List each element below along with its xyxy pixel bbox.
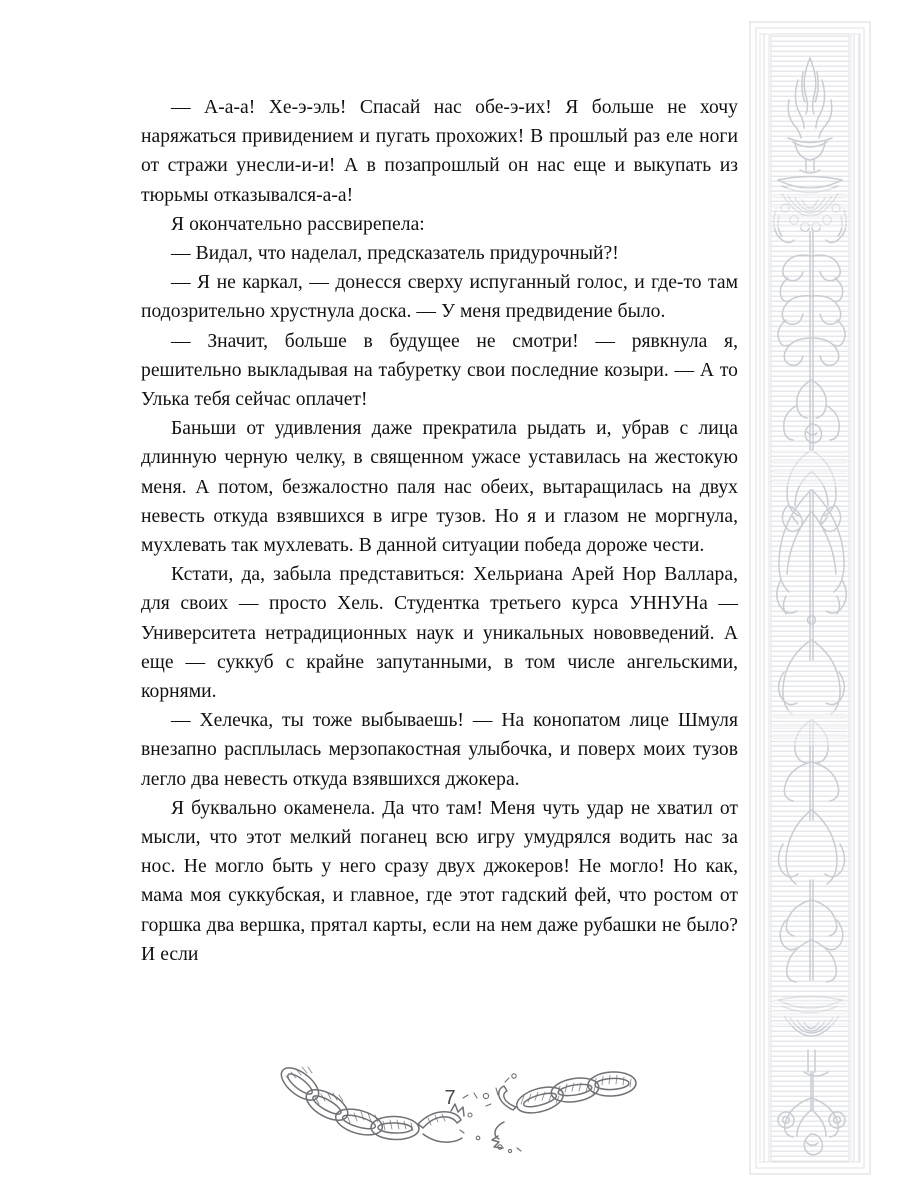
paragraph: Я буквально окаменела. Да что там! Меня чуть удар не хватил от мысли, что этот мелкий поганец всю игру умудрялся водить нас за нос. Не могло быть у него сразу двух джокеров! Не могло! Но как, мама моя суккубская, и главное, где этот гадский фей, что ростом от горшка два вершка, прятал карты, если на нем даже рубашки не было? И если [141,797,738,965]
paragraph: — А-а-а! Хе-э-эль! Спасай нас обе-э-их! Я больше не хочу наряжаться привидением и пугать прохожих! В прошлый раз еле ноги от стражи унесли-и-и! А в позапрошлый он нас еще и выкупать из тюрьмы отказывался-а-а! [141,97,738,206]
paragraph: — Видал, что наделал, предсказатель придурочный?! [171,243,619,265]
body-text-column [141,93,738,969]
paragraph: — Значит, больше в будущее не смотри! — рявкнула я, решительно выкладывая на табуретку свои последние козыри. — А то Улька тебя сейчас оплачет! [141,330,738,411]
paragraph: Баньши от удивления даже прекратила рыдать и, убрав с лица длинную черную челку, в священном ужасе уставилась на жестокую меня. А потом, безжалостно паля нас обеих, вытаращилась на двух невесть откуда взявшихся в игре тузов. Но я и глазом не моргнула, мухлевать так мухлевать. В данной ситуации победа дороже чести. [141,418,738,557]
paragraph: — Хелечка, ты тоже выбываешь! — На конопатом лице Шмуля внезапно расплылась мерзопакостная улыбочка, и поверх моих тузов легло два невесть откуда взявшихся джокера. [141,710,738,790]
page-number: 7 [444,1087,456,1109]
decorative-side-border [748,20,872,1176]
paragraph: — Я не каркал, — донесся сверху испуганный голос, и где-то там подозрительно хрустнула доска. — У меня предвидение было. [141,272,738,323]
paragraph: Кстати, да, забыла представиться: Хельриана Арей Нор Валлара, для своих — просто Хель. Студентка третьего курса УННУНа — Университета нетрадиционных наук и уникальных нововведений. А еще — суккуб с крайне запутанными, в том числе ангельскими, корнями. [141,564,738,703]
paragraph: Я окончательно рассвирепела: [171,213,425,235]
